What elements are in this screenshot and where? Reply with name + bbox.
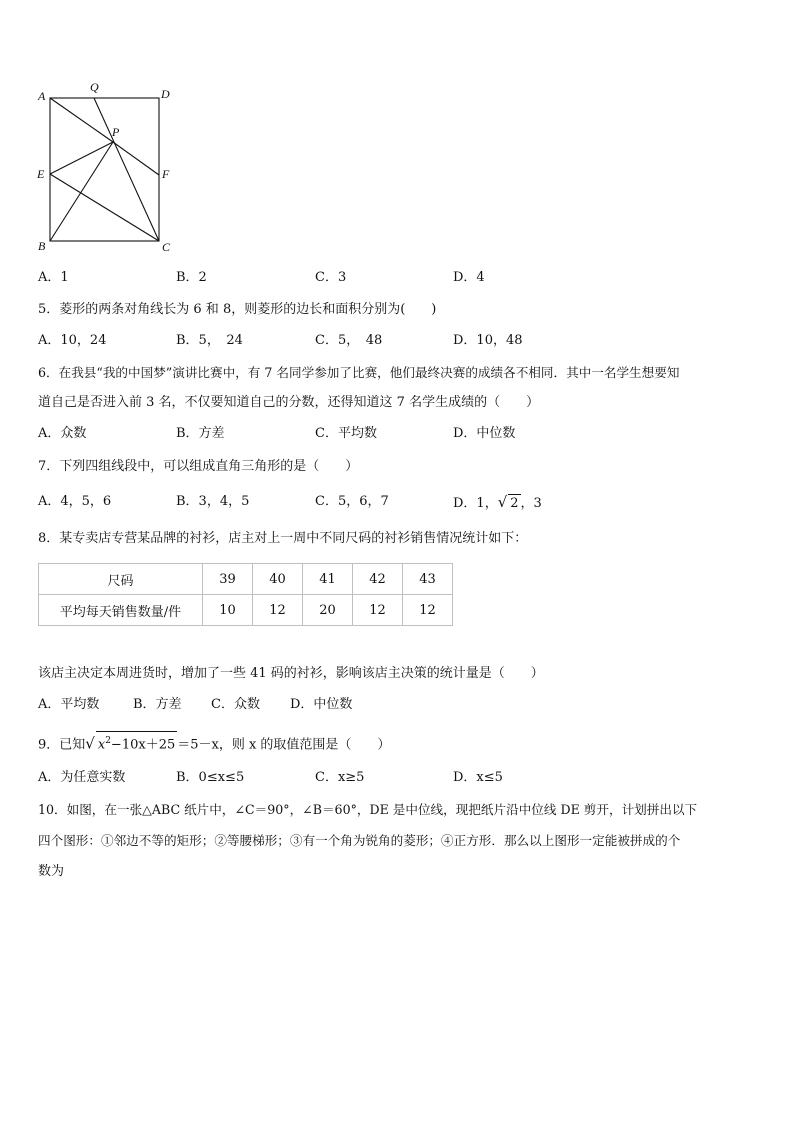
segment-qc bbox=[94, 98, 159, 241]
q4-option-b[interactable]: B．2 bbox=[176, 270, 207, 285]
q5-option-c[interactable]: C．5， 48 bbox=[315, 333, 383, 348]
radicand-x: x bbox=[97, 737, 106, 753]
q5-option-a[interactable]: A．10，24 bbox=[38, 333, 107, 348]
radical-sign-icon: √ bbox=[497, 493, 508, 511]
radicand-exponent: 2 bbox=[105, 736, 111, 746]
q9-option-c[interactable]: C．x≥5 bbox=[315, 770, 365, 785]
q6-stem-line2: 道自己是否进入前 3 名，不仅要知道自己的分数，还得知道这 7 名学生成绩的（ ） bbox=[38, 395, 540, 410]
radical-sign-icon: √ bbox=[85, 734, 95, 753]
shirt-sales-table bbox=[38, 563, 453, 626]
q7-option-a[interactable]: A．4，5，6 bbox=[38, 494, 112, 509]
q8-option-a[interactable]: A．平均数 bbox=[38, 697, 100, 712]
q8-follow-text: 该店主决定本周进货时，增加了一些 41 码的衬衫，影响该店主决策的统计量是（ ） bbox=[38, 666, 544, 681]
q6-option-a[interactable]: A．众数 bbox=[38, 426, 87, 441]
q6-option-b[interactable]: B．方差 bbox=[176, 426, 225, 441]
rectangle-abcd bbox=[50, 98, 159, 241]
q8-option-b[interactable]: B．方差 bbox=[133, 697, 182, 712]
table-cell: 12 bbox=[253, 595, 303, 626]
q7-option-d[interactable] bbox=[453, 493, 542, 513]
q7-option-d-prefix: D．1， bbox=[453, 496, 498, 511]
table-row bbox=[39, 564, 453, 595]
q5-option-d[interactable]: D．10，48 bbox=[453, 333, 523, 348]
segment-pf bbox=[113, 142, 159, 175]
q5-option-b[interactable]: B．5， 24 bbox=[176, 333, 243, 348]
label-f: F bbox=[162, 167, 170, 181]
q9-option-d[interactable]: D．x≤5 bbox=[453, 770, 503, 785]
label-d: D bbox=[161, 87, 170, 101]
q7-option-d-suffix: ，3 bbox=[520, 496, 542, 511]
q6-stem-line1: 6．在我县“我的中国梦”演讲比赛中，有 7 名同学参加了比赛，他们最终决赛的成绩各不相同．其中一名学生想要知 bbox=[38, 365, 680, 380]
table-cell: 42 bbox=[353, 564, 403, 595]
segment-ec bbox=[50, 174, 159, 241]
q10-stem-line1: 10．如图，在一张△ABC 纸片中，∠C＝90°，∠B＝60°，DE 是中位线，现把纸片沿中位线 DE 剪开，计划拼出以下 bbox=[38, 802, 698, 817]
label-e: E bbox=[37, 167, 45, 181]
segment-ep bbox=[50, 142, 113, 174]
q4-option-d[interactable]: D．4 bbox=[453, 270, 485, 285]
label-p: P bbox=[112, 125, 120, 139]
table-cell: 39 bbox=[203, 564, 253, 595]
table-cell: 12 bbox=[353, 595, 403, 626]
q7-option-c[interactable]: C．5，6，7 bbox=[315, 494, 389, 509]
radicand-rest: −10x＋25 bbox=[110, 737, 176, 753]
table-cell: 41 bbox=[303, 564, 353, 595]
table-cell: 20 bbox=[303, 595, 353, 626]
q5-stem: 5．菱形的两条对角线长为 6 和 8，则菱形的边长和面积分别为( ) bbox=[38, 302, 437, 317]
q6-option-c[interactable]: C．平均数 bbox=[315, 426, 377, 441]
label-q: Q bbox=[90, 80, 99, 94]
q10-stem-line2: 四个图形：①邻边不等的矩形；②等腰梯形；③有一个角为锐角的菱形；④正方形．那么以上图形一定能被拼成的个 bbox=[38, 833, 681, 848]
table-cell: 12 bbox=[403, 595, 453, 626]
q9-option-b[interactable]: B．0≤x≤5 bbox=[176, 770, 245, 785]
radicand: 2 bbox=[510, 496, 519, 511]
label-c: C bbox=[162, 240, 171, 254]
segment-bp bbox=[50, 142, 113, 241]
q8-option-d[interactable]: D．中位数 bbox=[290, 697, 353, 712]
q4-option-a[interactable]: A．1 bbox=[38, 270, 69, 285]
sqrt-expression bbox=[498, 493, 521, 513]
sqrt-expression bbox=[85, 731, 177, 754]
table-header-sales: 平均每天销售数量/件 bbox=[39, 595, 203, 626]
table-cell: 40 bbox=[253, 564, 303, 595]
q6-option-d[interactable]: D．中位数 bbox=[453, 426, 516, 441]
q8-option-c[interactable]: C．众数 bbox=[211, 697, 260, 712]
q7-option-b[interactable]: B．3，4，5 bbox=[176, 494, 250, 509]
label-a: A bbox=[38, 89, 46, 103]
q9-prefix: 9．已知 bbox=[38, 737, 86, 753]
q9-option-a[interactable]: A．为任意实数 bbox=[38, 770, 126, 785]
label-b: B bbox=[38, 239, 46, 253]
q7-stem: 7．下列四组线段中，可以组成直角三角形的是（ ） bbox=[38, 459, 359, 474]
table-header-size: 尺码 bbox=[39, 564, 203, 595]
table-cell: 10 bbox=[203, 595, 253, 626]
table-cell: 43 bbox=[403, 564, 453, 595]
rectangle-figure bbox=[30, 78, 190, 258]
q10-stem-line3: 数为 bbox=[38, 864, 65, 879]
q9-stem bbox=[38, 731, 390, 754]
radicand bbox=[96, 731, 177, 754]
q4-option-c[interactable]: C．3 bbox=[315, 270, 347, 285]
q8-stem: 8．某专卖店专营某品牌的衬衫，店主对上一周中不同尺码的衬衫销售情况统计如下： bbox=[38, 531, 528, 546]
q9-suffix: ＝5－x，则 x 的取值范围是（ ） bbox=[177, 737, 391, 753]
table-row bbox=[39, 595, 453, 626]
